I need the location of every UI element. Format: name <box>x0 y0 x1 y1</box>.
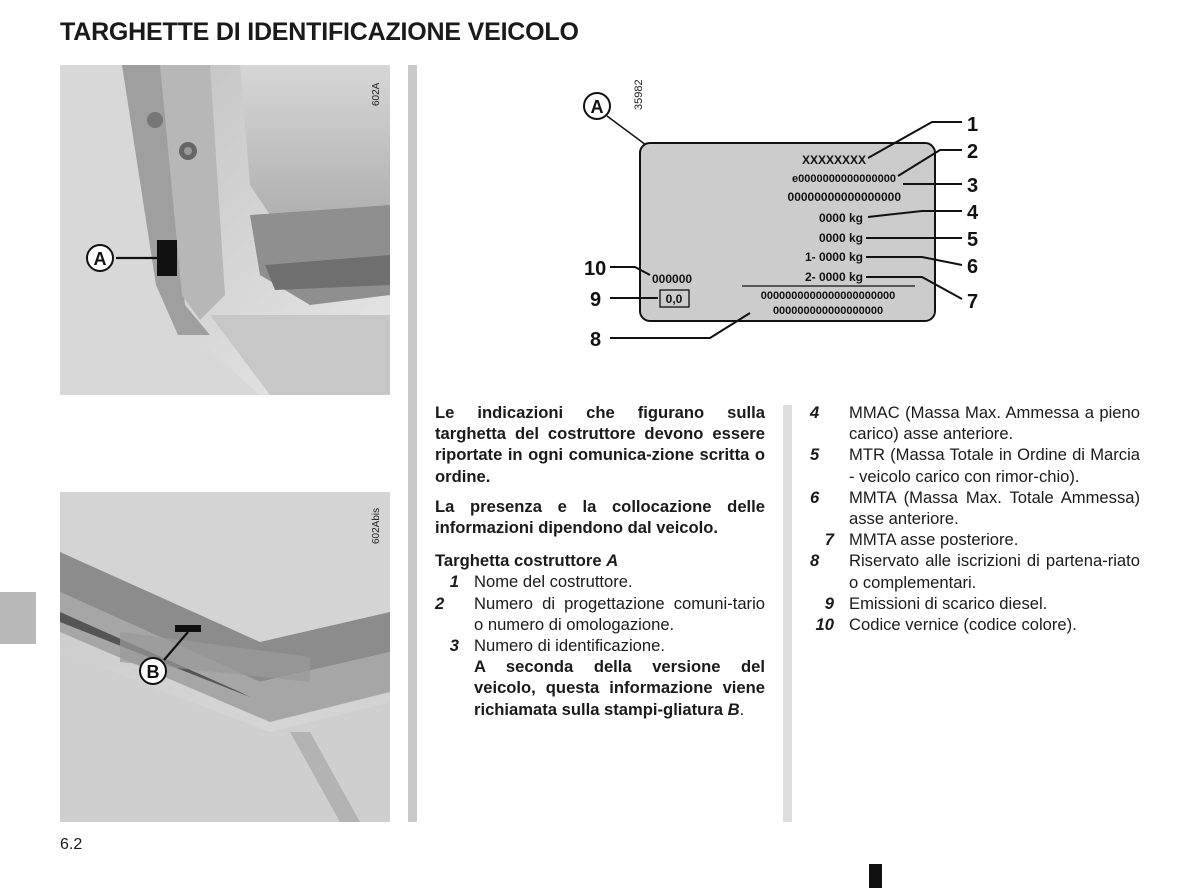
item3-note-text: A seconda della versione del veicolo, questa informazione viene richiamata sulla stampi-gliatura <box>474 657 765 719</box>
plate-num-1: 1 <box>967 114 979 136</box>
heading-ref: A <box>606 551 619 571</box>
list-item <box>810 593 1140 614</box>
plate-diagram-svg <box>570 70 1000 360</box>
column-divider-left <box>408 65 417 822</box>
list-item <box>810 529 1140 550</box>
list-item <box>810 444 1140 486</box>
list-item-number: 10 <box>815 615 834 635</box>
list-item-number: 5 <box>810 445 820 465</box>
photo-b-code: 602Abis <box>371 507 382 544</box>
plate-field-6: 1- 0000 kg <box>804 250 863 264</box>
photo-door-pillar <box>60 65 390 395</box>
list-item-text: Emissioni di scarico diesel. <box>849 593 1048 613</box>
plate-num-6: 6 <box>967 256 979 278</box>
plate-field-1: XXXXXXXX <box>801 153 866 167</box>
right-text-column <box>810 402 1140 635</box>
list-item-text: Nome del costruttore. <box>474 572 633 592</box>
list-item <box>810 487 1140 529</box>
plate-num-2: 2 <box>967 141 979 163</box>
callout-b-photo: B <box>146 662 160 682</box>
windscreen-illustration <box>60 492 390 822</box>
list-item-text: MMAC (Massa Max. Ammessa a pieno carico) asse anteriore. <box>849 403 1140 444</box>
list-item-number: 4 <box>810 403 820 422</box>
list-item-number: 7 <box>824 530 834 550</box>
item3-note <box>435 656 765 720</box>
list-item-text: Numero di identificazione. <box>474 636 665 656</box>
photo-windscreen-base <box>60 492 390 822</box>
plate-num-9: 9 <box>590 289 602 311</box>
list-item <box>435 593 765 635</box>
photo-a-code: 602A <box>371 82 382 106</box>
item3-note-end: . <box>739 699 745 719</box>
plate-field-7: 2- 0000 kg <box>804 270 863 284</box>
list-item <box>435 635 765 656</box>
chapter-tab <box>0 592 36 644</box>
list-item-number: 6 <box>810 487 820 507</box>
list-item <box>810 614 1140 635</box>
plate-field-2: e0000000000000000 <box>791 173 896 185</box>
heading-manufacturer-plate <box>435 550 765 571</box>
list-item <box>810 402 1140 444</box>
notice-plate-info: Le indicazioni che figurano sulla targhetta del costruttore devono essere riportate in ogni comunica-zione scritta o ordine. <box>435 403 765 486</box>
notice-info-presence: La presenza e la collocazione delle informazioni dipendono dal veicolo. <box>435 496 765 538</box>
page-number: 6.2 <box>60 836 83 853</box>
list-item-number: 2 <box>435 593 445 613</box>
plate-field-5: 0000 kg <box>818 231 863 245</box>
plate-code: 35982 <box>633 79 645 110</box>
list-item <box>810 550 1140 592</box>
plate-field-3: 00000000000000000 <box>787 190 901 204</box>
callout-a-plate: A <box>590 97 604 117</box>
list-item-text: MTR (Massa Totale in Ordine di Marcia - veicolo carico con rimor-chio). <box>849 445 1140 486</box>
door-pillar-illustration <box>60 65 390 395</box>
list-item-number: 3 <box>449 636 459 656</box>
list-item-text: Codice vernice (codice colore). <box>849 615 1077 635</box>
column-divider-mid <box>783 405 792 822</box>
plate-field-9: 0,0 <box>665 292 683 306</box>
list-item-number: 8 <box>810 551 820 571</box>
callout-a-photo: A <box>93 249 107 269</box>
list-item-text: Numero di progettazione comuni-tario o numero di omologazione. <box>474 593 765 634</box>
list-item-text: Riservato alle iscrizioni di partena-riato o complementari. <box>849 551 1140 592</box>
plate-field-10: 000000 <box>652 272 693 286</box>
heading-text: Targhetta costruttore <box>435 551 607 571</box>
list-item <box>435 571 765 592</box>
page-title: TARGHETTE DI IDENTIFICAZIONE VEICOLO <box>60 18 579 46</box>
plate-diagram <box>570 70 1000 360</box>
plate-num-7: 7 <box>967 291 979 313</box>
plate-num-10: 10 <box>584 258 607 280</box>
plate-num-4: 4 <box>967 202 979 224</box>
list-item-number: 9 <box>824 593 834 613</box>
plate-num-8: 8 <box>590 329 602 351</box>
plate-field-4: 0000 kg <box>818 211 863 225</box>
list-item-text: MMTA (Massa Max. Totale Ammessa) asse anteriore. <box>849 487 1140 529</box>
plate-num-5: 5 <box>967 229 979 251</box>
plate-field-8b: 000000000000000000 <box>772 305 884 317</box>
left-text-column <box>435 402 765 720</box>
list-item-text: MMTA asse posteriore. <box>849 530 1019 550</box>
page-edge-marker <box>869 864 882 888</box>
plate-num-3: 3 <box>967 175 979 197</box>
list-item-number: 1 <box>449 572 459 592</box>
item3-note-ref: B <box>727 699 740 719</box>
plate-field-8a: 0000000000000000000000 <box>760 290 896 302</box>
